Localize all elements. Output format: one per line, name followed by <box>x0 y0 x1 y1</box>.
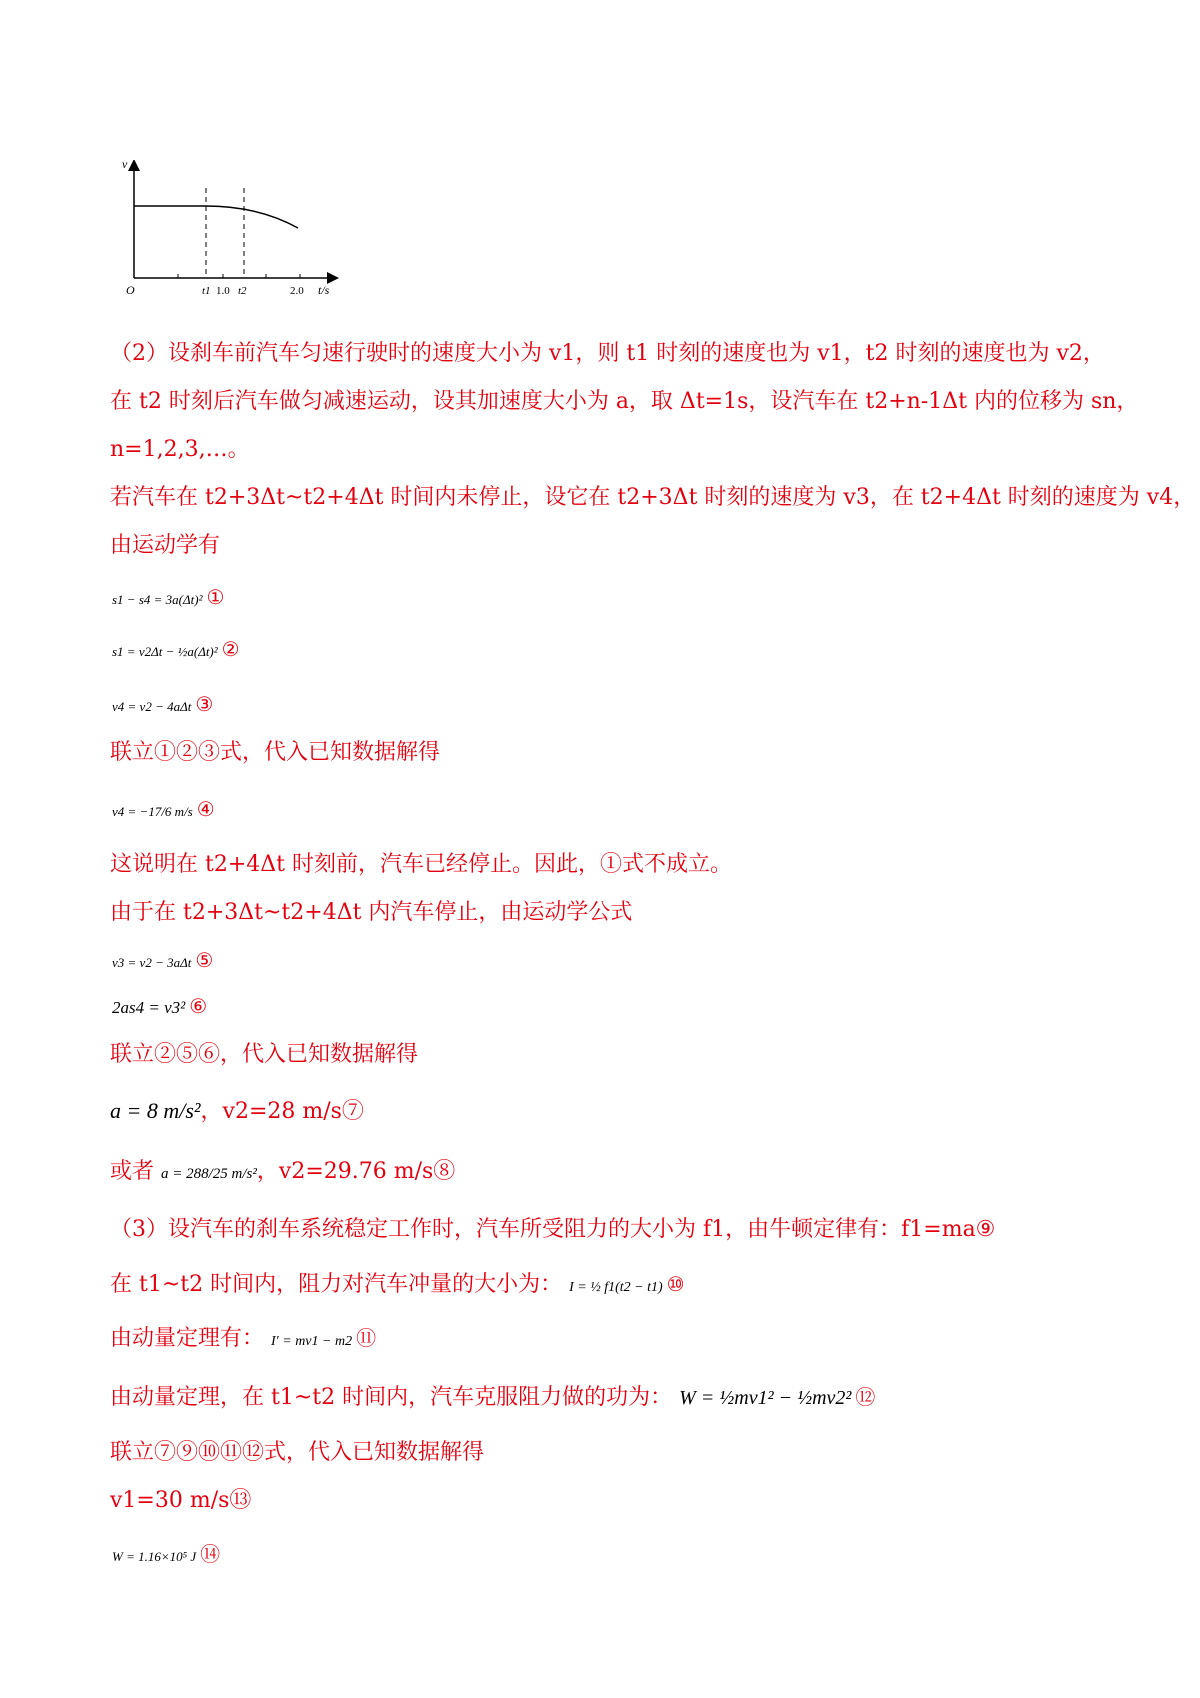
equation-10: I = ½ f1(t2 − t1) <box>569 1280 663 1295</box>
tick-2.0: 2.0 <box>290 285 304 297</box>
equation-number: ⑤ <box>195 950 214 972</box>
result-7 <box>110 1096 364 1127</box>
equation-number: ④ <box>196 799 215 821</box>
part3-paragraph-4: 由动量定理，在 t1~t2 时间内，汽车克服阻力做的功为： W = ½mv1² − ½mv2² ⑫ <box>110 1385 876 1410</box>
part3-paragraph-6: v1=30 m/s⑬ <box>110 1488 252 1513</box>
part2-paragraph-4: 若汽车在 t2+3Δt~t2+4Δt 时间内未停止，设它在 t2+3Δt 时刻的速度为 v3，在 t2+4Δt 时刻的速度为 v4， <box>110 485 1196 510</box>
part3-paragraph-3: 由动量定理有： I′ = mv1 − m2 ⑪ <box>110 1326 377 1351</box>
part2-paragraph-6: 联立①②③式，代入已知数据解得 <box>110 740 441 765</box>
result-8-text: ，v2=29.76 m/s⑧ <box>256 1159 456 1184</box>
tick-t2: t2 <box>238 285 247 297</box>
equation-5: v3 = v2 − 3aΔt ⑤ <box>112 950 214 972</box>
equation-number: ⑥ <box>189 996 208 1018</box>
result-8 <box>110 1157 455 1189</box>
part2-paragraph-9: 联立②⑤⑥，代入已知数据解得 <box>110 1042 419 1067</box>
result-7-text: ，v2=28 m/s⑦ <box>200 1099 364 1124</box>
equation-12: W = ½mv1² − ½mv2² <box>679 1387 852 1409</box>
velocity-time-graph <box>118 160 348 300</box>
tick-t1: t1 <box>202 285 211 297</box>
equation-number: ① <box>206 587 225 609</box>
equation-number: ⑩ <box>666 1272 685 1296</box>
equation-3: v4 = v2 − 4aΔt ③ <box>112 694 214 716</box>
equation-number: ⑫ <box>855 1385 876 1409</box>
part3-paragraph-2: 在 t1~t2 时间内，阻力对汽车冲量的大小为： I = ½ f1(t2 − t1) ⑩ <box>110 1272 685 1297</box>
part2-paragraph-1: （2）设刹车前汽车匀速行驶时的速度大小为 v1，则 t1 时刻的速度也为 v1，t2 时刻的速度也为 v2， <box>110 341 1105 366</box>
part3-paragraph-1: （3）设汽车的刹车系统稳定工作时，汽车所受阻力的大小为 f1，由牛顿定律有：f1=ma⑨ <box>110 1217 996 1242</box>
tick-1.0: 1.0 <box>216 285 230 297</box>
equation-1: s1 − s4 = 3a(Δt)² ① <box>112 587 225 609</box>
equation-14: W = 1.16×10⁵ J ⑭ <box>112 1544 221 1566</box>
equation-number: ⑪ <box>356 1326 377 1350</box>
x-axis-label: t/s <box>318 283 330 297</box>
equation-11: I′ = mv1 − m2 <box>271 1334 353 1349</box>
part2-paragraph-7: 这说明在 t2+4Δt 时刻前，汽车已经停止。因此，①式不成立。 <box>110 852 732 877</box>
origin-label: O <box>126 283 135 297</box>
equation-6: 2as4 = v3² ⑥ <box>112 996 208 1018</box>
equation-number: ⑭ <box>200 1544 221 1566</box>
equation-number: ② <box>221 639 240 661</box>
part3-paragraph-5: 联立⑦⑨⑩⑪⑫式，代入已知数据解得 <box>110 1440 485 1465</box>
equation-number: ③ <box>195 694 214 716</box>
velocity-curve <box>134 206 298 228</box>
part2-paragraph-3: n=1,2,3,…。 <box>110 437 250 462</box>
part2-paragraph-5: 由运动学有 <box>110 533 221 558</box>
equation-8: a = 288/25 m/s² <box>161 1166 257 1182</box>
equation-2: s1 = v2Δt − ½a(Δt)² ② <box>112 639 240 661</box>
part2-paragraph-8: 由于在 t2+3Δt~t2+4Δt 内汽车停止，由运动学公式 <box>110 900 633 925</box>
y-axis-label: v <box>122 160 128 171</box>
or-label: 或者 <box>110 1159 155 1184</box>
part2-paragraph-2: 在 t2 时刻后汽车做匀减速运动，设其加速度大小为 a，取 Δt=1s，设汽车在 t2+n-1Δt 内的位移为 sn， <box>110 389 1139 414</box>
equation-7: a = 8 m/s² <box>110 1098 201 1123</box>
equation-4: v4 = −17/6 m/s ④ <box>112 799 215 821</box>
